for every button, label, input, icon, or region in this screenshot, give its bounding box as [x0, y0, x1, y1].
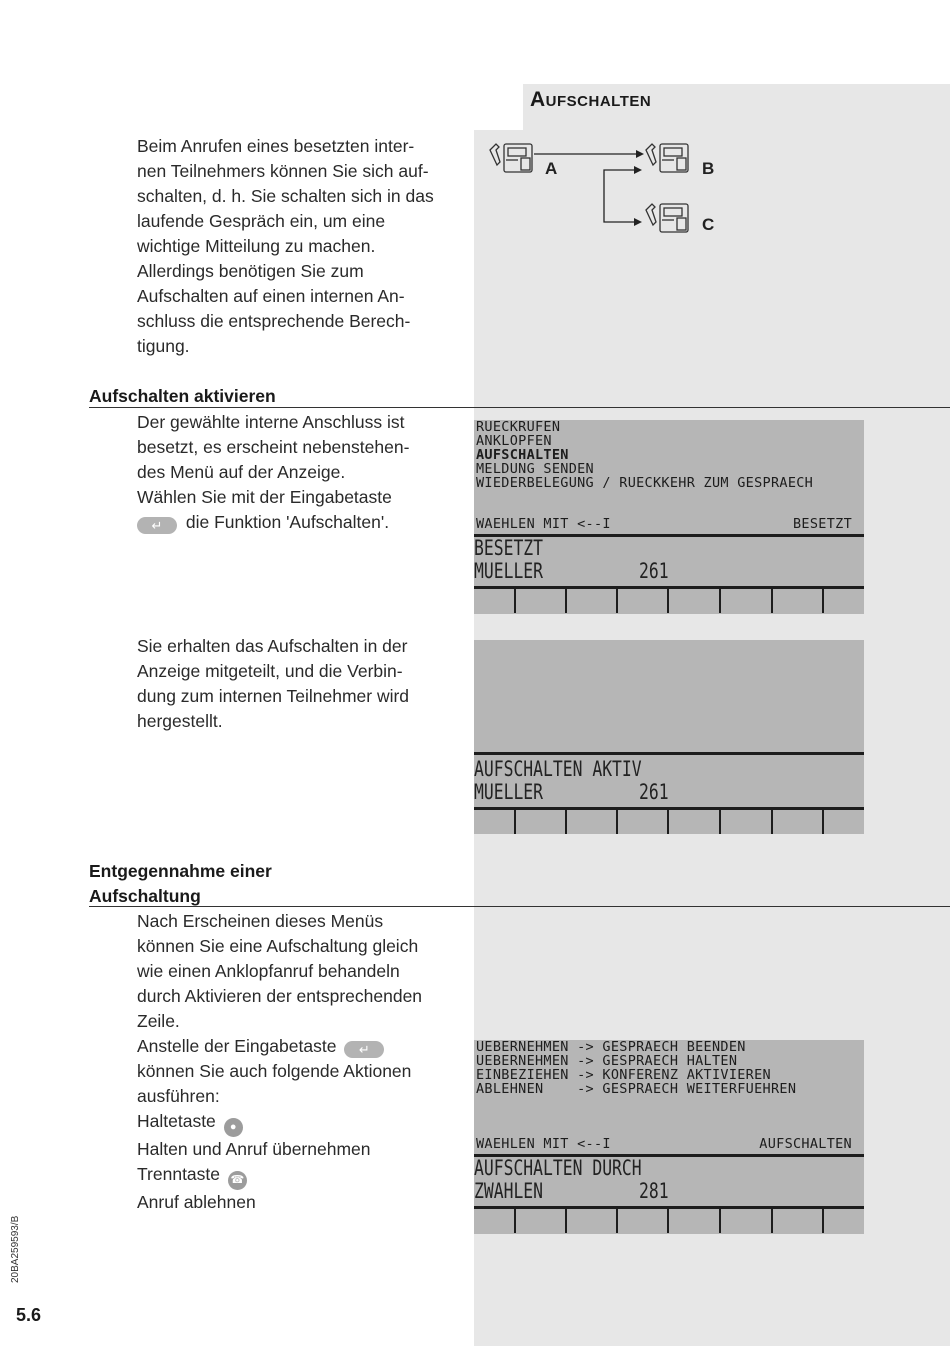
- intrusion-diagram: [486, 136, 726, 236]
- section-heading: [89, 859, 272, 909]
- hold-key-icon: ●: [224, 1118, 243, 1137]
- text-line: Zeile.: [137, 1011, 180, 1031]
- display-status-line: [476, 1136, 852, 1152]
- text-line: schalten, d. h. Sie schalten sich in das: [137, 186, 434, 206]
- menu-item[interactable]: WIEDERBELEGUNG / RUECKKEHR ZUM GESPRAECH: [476, 475, 814, 491]
- display-divider: [474, 752, 864, 755]
- softkey-row[interactable]: [474, 589, 864, 613]
- text-line: ausführen:: [137, 1086, 220, 1106]
- menu-item[interactable]: MELDUNG SENDEN: [476, 461, 594, 477]
- display-line-2-number: 281: [639, 1179, 669, 1203]
- display-line-2-number: 261: [639, 559, 669, 583]
- display-line-2-name: ZWAHLEN: [474, 1179, 544, 1203]
- heading-line: Aufschaltung: [89, 886, 201, 906]
- status-left: WAEHLEN MIT <--I: [476, 1136, 611, 1152]
- arrow-head-c: [634, 218, 642, 226]
- text-line: [137, 1109, 422, 1137]
- text-line: Aufschalten auf einen internen An-: [137, 286, 405, 306]
- menu-item[interactable]: EINBEZIEHEN -> KONFERENZ AKTIVIEREN: [476, 1067, 771, 1083]
- label-b: B: [702, 159, 715, 178]
- text-line: [137, 510, 409, 535]
- intro-paragraph: [137, 134, 434, 359]
- display-line-1: BESETZT: [474, 536, 544, 560]
- text-line: Anzeige mitgeteilt, und die Verbin-: [137, 661, 403, 681]
- text-line: Anruf ablehnen: [137, 1192, 256, 1212]
- document-code: 20BA259593/B: [10, 1215, 21, 1283]
- arrow-line: [604, 170, 636, 222]
- section-rule: [89, 407, 950, 408]
- enter-key-icon: ↵: [137, 517, 177, 534]
- menu-item-selected[interactable]: AUFSCHALTEN: [476, 447, 569, 463]
- text-line: Nach Erscheinen dieses Menüs: [137, 911, 384, 931]
- menu-item[interactable]: RUECKRUFEN: [476, 419, 561, 435]
- text-line: Halten und Anruf übernehmen: [137, 1139, 371, 1159]
- text-line: Beim Anrufen eines besetzten inter-: [137, 136, 415, 156]
- text-line: des Menü auf der Anzeige.: [137, 462, 346, 482]
- softkey-row[interactable]: [474, 810, 864, 834]
- enter-key-icon: ↵: [344, 1041, 384, 1058]
- text-line: laufende Gespräch ein, um eine: [137, 211, 386, 231]
- text-line: dung zum internen Teilnehmer wird: [137, 686, 410, 706]
- menu-item[interactable]: UEBERNEHMEN -> GESPRAECH BEENDEN: [476, 1039, 746, 1055]
- menu-item[interactable]: ABLEHNEN -> GESPRAECH WEITERFUEHREN: [476, 1081, 797, 1097]
- release-key-label: Trenntaste: [137, 1164, 221, 1184]
- section-heading: Aufschalten aktivieren: [89, 386, 276, 406]
- text-line: Sie erhalten das Aufschalten in der: [137, 636, 408, 656]
- release-key-icon: ☎: [228, 1171, 247, 1190]
- display-line-2-number: 261: [639, 780, 669, 804]
- text-line: wie einen Anklopfanruf behandeln: [137, 961, 400, 981]
- text-line: durch Aktivieren der entsprechenden: [137, 986, 423, 1006]
- display-line-1: AUFSCHALTEN AKTIV: [474, 757, 642, 781]
- section2-paragraph: [137, 909, 422, 1215]
- hold-key-label: Haltetaste: [137, 1111, 216, 1131]
- text-line: [137, 1162, 422, 1190]
- text-line: nen Teilnehmers können Sie sich auf-: [137, 161, 429, 181]
- phone-display-intrusion: [474, 1040, 864, 1234]
- display-menu-list: [476, 1040, 796, 1096]
- status-right: AUFSCHALTEN: [759, 1136, 852, 1152]
- softkey-row[interactable]: [474, 1209, 864, 1233]
- status-left: WAEHLEN MIT <--I: [476, 516, 611, 532]
- phone-b-icon: [646, 144, 688, 172]
- phone-display-menu: [474, 420, 864, 614]
- section1-paragraph-2: [137, 634, 409, 734]
- page-title: Aufschalten: [530, 88, 652, 111]
- arrow-head-b: [636, 150, 644, 158]
- phone-display-active: [474, 640, 864, 834]
- section-rule: [89, 906, 950, 907]
- display-menu-list: [476, 420, 813, 490]
- page-number: 5.6: [16, 1305, 42, 1325]
- text-line: können Sie auch folgende Aktionen: [137, 1061, 412, 1081]
- text-line: [137, 1034, 422, 1059]
- text-line: wichtige Mitteilung zu machen.: [137, 236, 376, 256]
- key-description: die Funktion 'Aufschalten'.: [185, 512, 390, 532]
- label-a: A: [545, 159, 558, 178]
- status-right: BESETZT: [793, 516, 852, 532]
- phone-c-icon: [646, 204, 688, 232]
- text-line: Wählen Sie mit der Eingabetaste: [137, 487, 392, 507]
- text-line: Allerdings benötigen Sie zum: [137, 261, 364, 281]
- text-line: können Sie eine Aufschaltung gleich: [137, 936, 419, 956]
- arrow-head-b2: [634, 166, 642, 174]
- menu-item[interactable]: UEBERNEHMEN -> GESPRAECH HALTEN: [476, 1053, 738, 1069]
- text-line: hergestellt.: [137, 711, 223, 731]
- display-line-2-name: MUELLER: [474, 780, 544, 804]
- display-line-2-name: MUELLER: [474, 559, 544, 583]
- heading-line: Entgegennahme einer: [89, 861, 272, 881]
- display-status-line: [476, 516, 852, 532]
- text-line: schluss die entsprechende Berech-: [137, 311, 411, 331]
- text-line: besetzt, es erscheint nebenstehen-: [137, 437, 410, 457]
- section1-paragraph: [137, 410, 409, 535]
- menu-item[interactable]: ANKLOPFEN: [476, 433, 552, 449]
- text-line: Der gewählte interne Anschluss ist: [137, 412, 405, 432]
- phone-a-icon: [490, 144, 532, 172]
- display-line-1: AUFSCHALTEN DURCH: [474, 1156, 642, 1180]
- key-line-text: Anstelle der Eingabetaste: [137, 1036, 337, 1056]
- label-c: C: [702, 215, 715, 234]
- text-line: tigung.: [137, 336, 190, 356]
